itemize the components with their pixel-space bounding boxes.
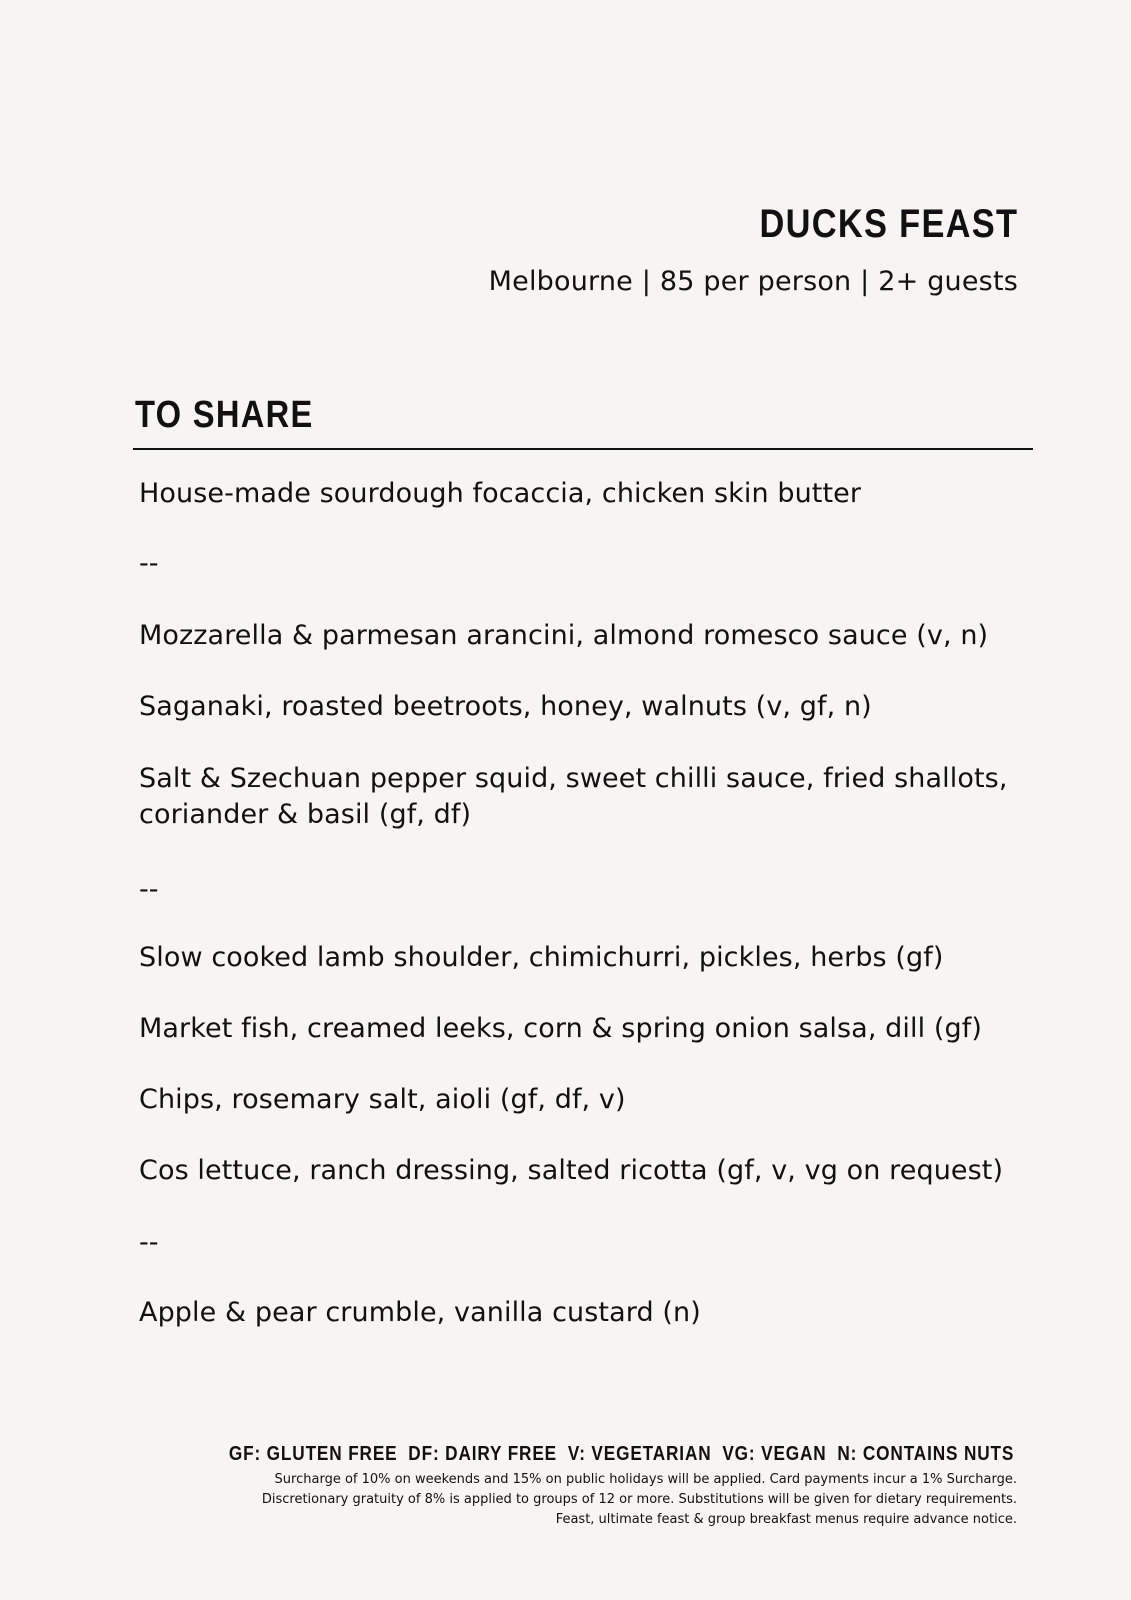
menu-item-squid: Salt & Szechuan pepper squid, sweet chilli sauce, fried shallots, coriander & basil (gf, df): [139, 763, 1008, 830]
menu-item-lamb: Slow cooked lamb shoulder, chimichurri, pickles, herbs (gf): [139, 942, 944, 973]
menu-item-focaccia: House-made sourdough focaccia, chicken skin butter: [139, 478, 862, 509]
legend-vegetarian: V: VEGETARIAN: [567, 1443, 712, 1465]
section-heading: TO SHARE: [135, 394, 314, 436]
surcharge-note: Surcharge of 10% on weekends and 15% on public holidays will be applied. Card payments incur a 1% Surcharge.: [274, 1472, 1017, 1487]
section-divider: [133, 448, 1033, 450]
legend-vegan: VG: VEGAN: [722, 1443, 827, 1465]
course-separator-2: --: [139, 874, 159, 905]
gratuity-note: Discretionary gratuity of 8% is applied to groups of 12 or more. Substitutions will be given for dietary requirements.: [261, 1492, 1017, 1507]
menu-subtitle: Melbourne | 85 per person | 2+ guests: [488, 266, 1018, 297]
footer-notes: [262, 1470, 1017, 1530]
advance-notice-note: Feast, ultimate feast & group breakfast menus require advance notice.: [555, 1512, 1017, 1527]
menu-item-fish: Market fish, creamed leeks, corn & spring onion salsa, dill (gf): [139, 1013, 983, 1044]
legend-dairy-free: DF: DAIRY FREE: [408, 1443, 557, 1465]
legend-gluten-free: GF: GLUTEN FREE: [228, 1443, 398, 1465]
menu-item-crumble: Apple & pear crumble, vanilla custard (n): [139, 1297, 701, 1328]
menu-item-arancini: Mozzarella & parmesan arancini, almond romesco sauce (v, n): [139, 620, 989, 651]
menu-item-chips: Chips, rosemary salt, aioli (gf, df, v): [139, 1084, 626, 1115]
course-separator-3: --: [139, 1227, 159, 1258]
menu-item-cos-lettuce: Cos lettuce, ranch dressing, salted ricotta (gf, v, vg on request): [139, 1155, 1004, 1186]
dietary-legend: [223, 1441, 1014, 1467]
menu-title: DUCKS FEAST: [759, 202, 1018, 246]
menu-item-saganaki: Saganaki, roasted beetroots, honey, walnuts (v, gf, n): [139, 691, 872, 722]
menu-header: [489, 200, 1018, 300]
legend-contains-nuts: N: CONTAINS NUTS: [837, 1443, 1014, 1465]
course-separator-1: --: [139, 548, 159, 579]
